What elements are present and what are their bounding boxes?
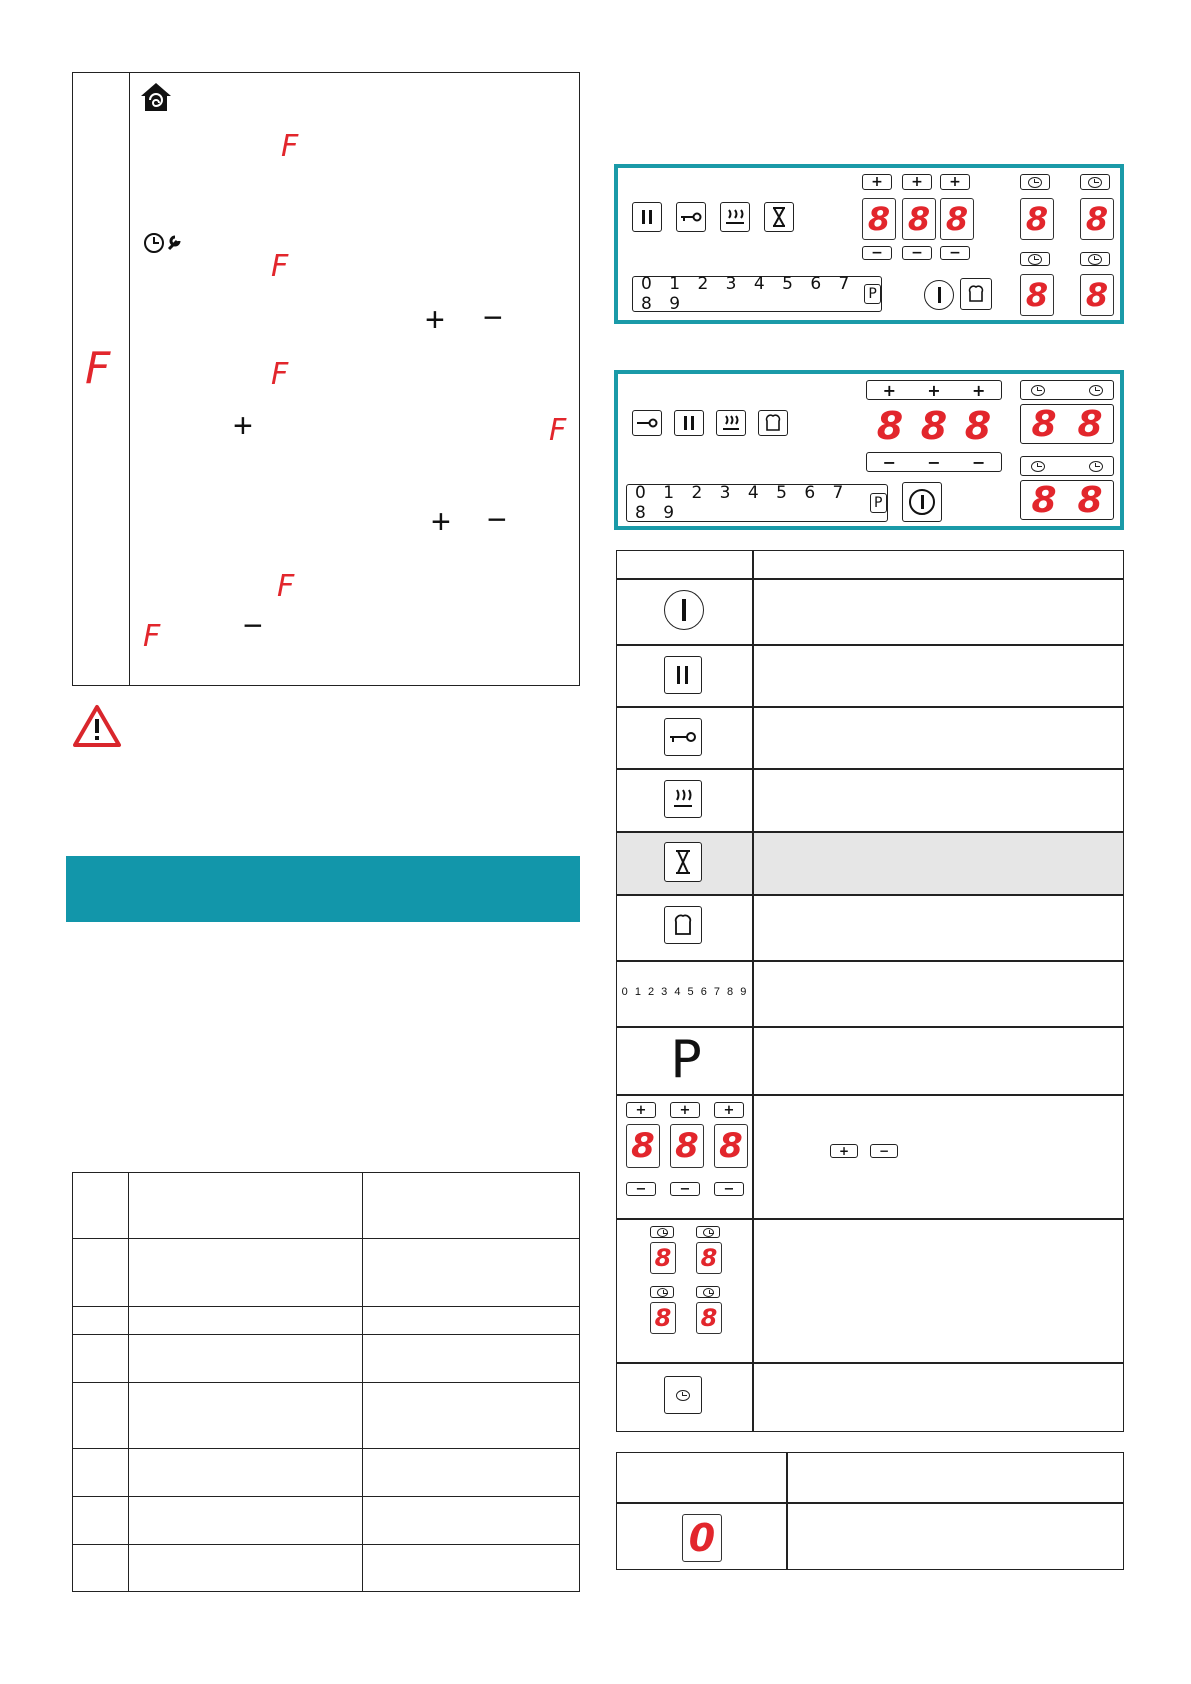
timer-display-4: 8 [1080, 274, 1114, 316]
zone-displays-row [868, 404, 1000, 448]
minus-key-zone-3b[interactable]: − [971, 452, 986, 472]
timer-display-3b: 8 [1031, 479, 1057, 521]
minus-key-zone-3[interactable]: − [940, 246, 970, 260]
plus-key-zone-2b[interactable]: + [927, 380, 941, 400]
legend-pause-icon [664, 656, 702, 694]
boost-p-key[interactable]: P [864, 284, 881, 304]
timer-clock-key-4[interactable] [1080, 252, 1110, 266]
legend-on-off-icon [664, 590, 704, 630]
timer-clock-key-2[interactable] [1080, 174, 1110, 190]
legend-clock-3 [650, 1286, 674, 1298]
legend-digit-2: 8 [670, 1124, 704, 1168]
segment-f-1: F [281, 129, 299, 164]
timer-display-1b: 8 [1031, 403, 1057, 445]
chef-key-2[interactable] [758, 410, 788, 436]
zone-display-2: 8 [902, 198, 936, 240]
segment-f-6: F [143, 619, 161, 654]
legend-plus-3: + [714, 1102, 744, 1118]
zone-display-3: 8 [940, 198, 974, 240]
legend-timer-digit-1: 8 [650, 1242, 676, 1274]
legend-digit-1: 8 [626, 1124, 660, 1168]
legend-timer-digit-3: 8 [650, 1302, 676, 1334]
legend-timer-displays [646, 1226, 736, 1354]
legend-zone-displays [624, 1102, 748, 1212]
segment-f-large: F [85, 343, 111, 394]
timer-display-4b: 8 [1077, 479, 1103, 521]
legend-timer-digit-4: 8 [696, 1302, 722, 1334]
minus-key-zone-1b[interactable]: − [882, 452, 897, 472]
minus-key-zone-2b[interactable]: − [927, 452, 941, 472]
legend-p-icon: P [670, 1030, 702, 1090]
timer-clock-row-1 [1020, 380, 1114, 400]
control-panel-1 [614, 164, 1124, 324]
keep-warm-key[interactable] [720, 202, 750, 232]
inline-plus-key: + [830, 1144, 858, 1158]
legend-clock-1 [650, 1226, 674, 1238]
legend-power-scale: 0 1 2 3 4 5 6 7 8 9 [621, 986, 749, 998]
power-scale-2: 0 1 2 3 4 5 6 7 8 9 [635, 483, 850, 523]
clock-wrench-icon [143, 231, 187, 255]
power-scale: 0 1 2 3 4 5 6 7 8 9 [641, 274, 856, 314]
segment-f-4: F [549, 413, 567, 448]
legend-timer-icon [664, 842, 702, 882]
plus-key-zone-3[interactable]: + [940, 174, 970, 190]
left-box-divider [129, 73, 130, 685]
power-slider-2[interactable] [626, 484, 888, 522]
legend-clock-4 [696, 1286, 720, 1298]
zone-display-2b: 8 [920, 404, 948, 448]
chef-key[interactable] [960, 278, 992, 310]
control-panel-2 [614, 370, 1124, 530]
keep-warm-key-2[interactable] [716, 410, 746, 436]
minus-key-zone-2[interactable]: − [902, 246, 932, 260]
left-table [72, 1172, 580, 1592]
timer-display-row-2 [1020, 480, 1114, 520]
left-info-box [72, 72, 580, 686]
plus-key-zone-2[interactable]: + [902, 174, 932, 190]
inline-minus-key: − [870, 1144, 898, 1158]
timer-clock-key-3[interactable] [1020, 252, 1050, 266]
zone-display-1: 8 [862, 198, 896, 240]
segment-f-3: F [271, 357, 289, 392]
legend-minus-2: − [670, 1182, 700, 1196]
pause-key-2[interactable] [674, 410, 704, 436]
zone-display-3b: 8 [964, 404, 992, 448]
error-table [616, 1452, 1124, 1570]
timer-display-2b: 8 [1077, 403, 1103, 445]
on-off-key-2[interactable] [902, 482, 942, 522]
legend-minus-3: − [714, 1182, 744, 1196]
segment-f-5: F [277, 569, 295, 604]
plus-symbol-2: + [233, 407, 253, 445]
lock-key[interactable] [676, 202, 706, 232]
plus-symbol-3: + [431, 503, 451, 541]
plus-key-zone-1b[interactable]: + [882, 380, 897, 400]
plus-symbol-1: + [425, 301, 445, 339]
legend-table [616, 550, 1124, 1432]
legend-plus-2: + [670, 1102, 700, 1118]
pause-key[interactable] [632, 202, 662, 232]
timer-display-1: 8 [1020, 198, 1054, 240]
legend-chef-icon [664, 906, 702, 944]
lock-key-2[interactable] [632, 410, 662, 436]
timer-display-3: 8 [1020, 274, 1054, 316]
legend-clock-2 [696, 1226, 720, 1238]
segment-f-2: F [271, 249, 289, 284]
error-display-digit: 0 [682, 1514, 722, 1562]
minus-key-zone-1[interactable]: − [862, 246, 892, 260]
minus-symbol-2: − [487, 501, 507, 539]
plus-key-zone-1[interactable]: + [862, 174, 892, 190]
timer-clock-key-1[interactable] [1020, 174, 1050, 190]
legend-minus-1: − [626, 1182, 656, 1196]
boost-p-key-2[interactable]: P [870, 493, 887, 513]
plus-keys-row [866, 380, 1002, 400]
timer-display-2: 8 [1080, 198, 1114, 240]
on-off-key[interactable] [924, 280, 954, 310]
timer-clock-row-2 [1020, 456, 1114, 476]
legend-timer-key-icon [664, 1376, 702, 1414]
zone-display-1b: 8 [876, 404, 904, 448]
power-slider[interactable] [632, 276, 882, 312]
plus-key-zone-3b[interactable]: + [971, 380, 986, 400]
minus-symbol-1: − [483, 299, 503, 337]
timer-key[interactable] [764, 202, 794, 232]
minus-keys-row [866, 452, 1002, 472]
minus-symbol-3: − [243, 607, 263, 645]
section-header-bar [66, 856, 580, 922]
legend-keep-warm-icon [664, 780, 702, 818]
legend-lock-icon [664, 718, 702, 756]
home-mode-icon [139, 81, 173, 113]
legend-plus-1: + [626, 1102, 656, 1118]
legend-timer-digit-2: 8 [696, 1242, 722, 1274]
legend-digit-3: 8 [714, 1124, 748, 1168]
warning-icon [72, 704, 122, 748]
timer-display-row-1 [1020, 404, 1114, 444]
